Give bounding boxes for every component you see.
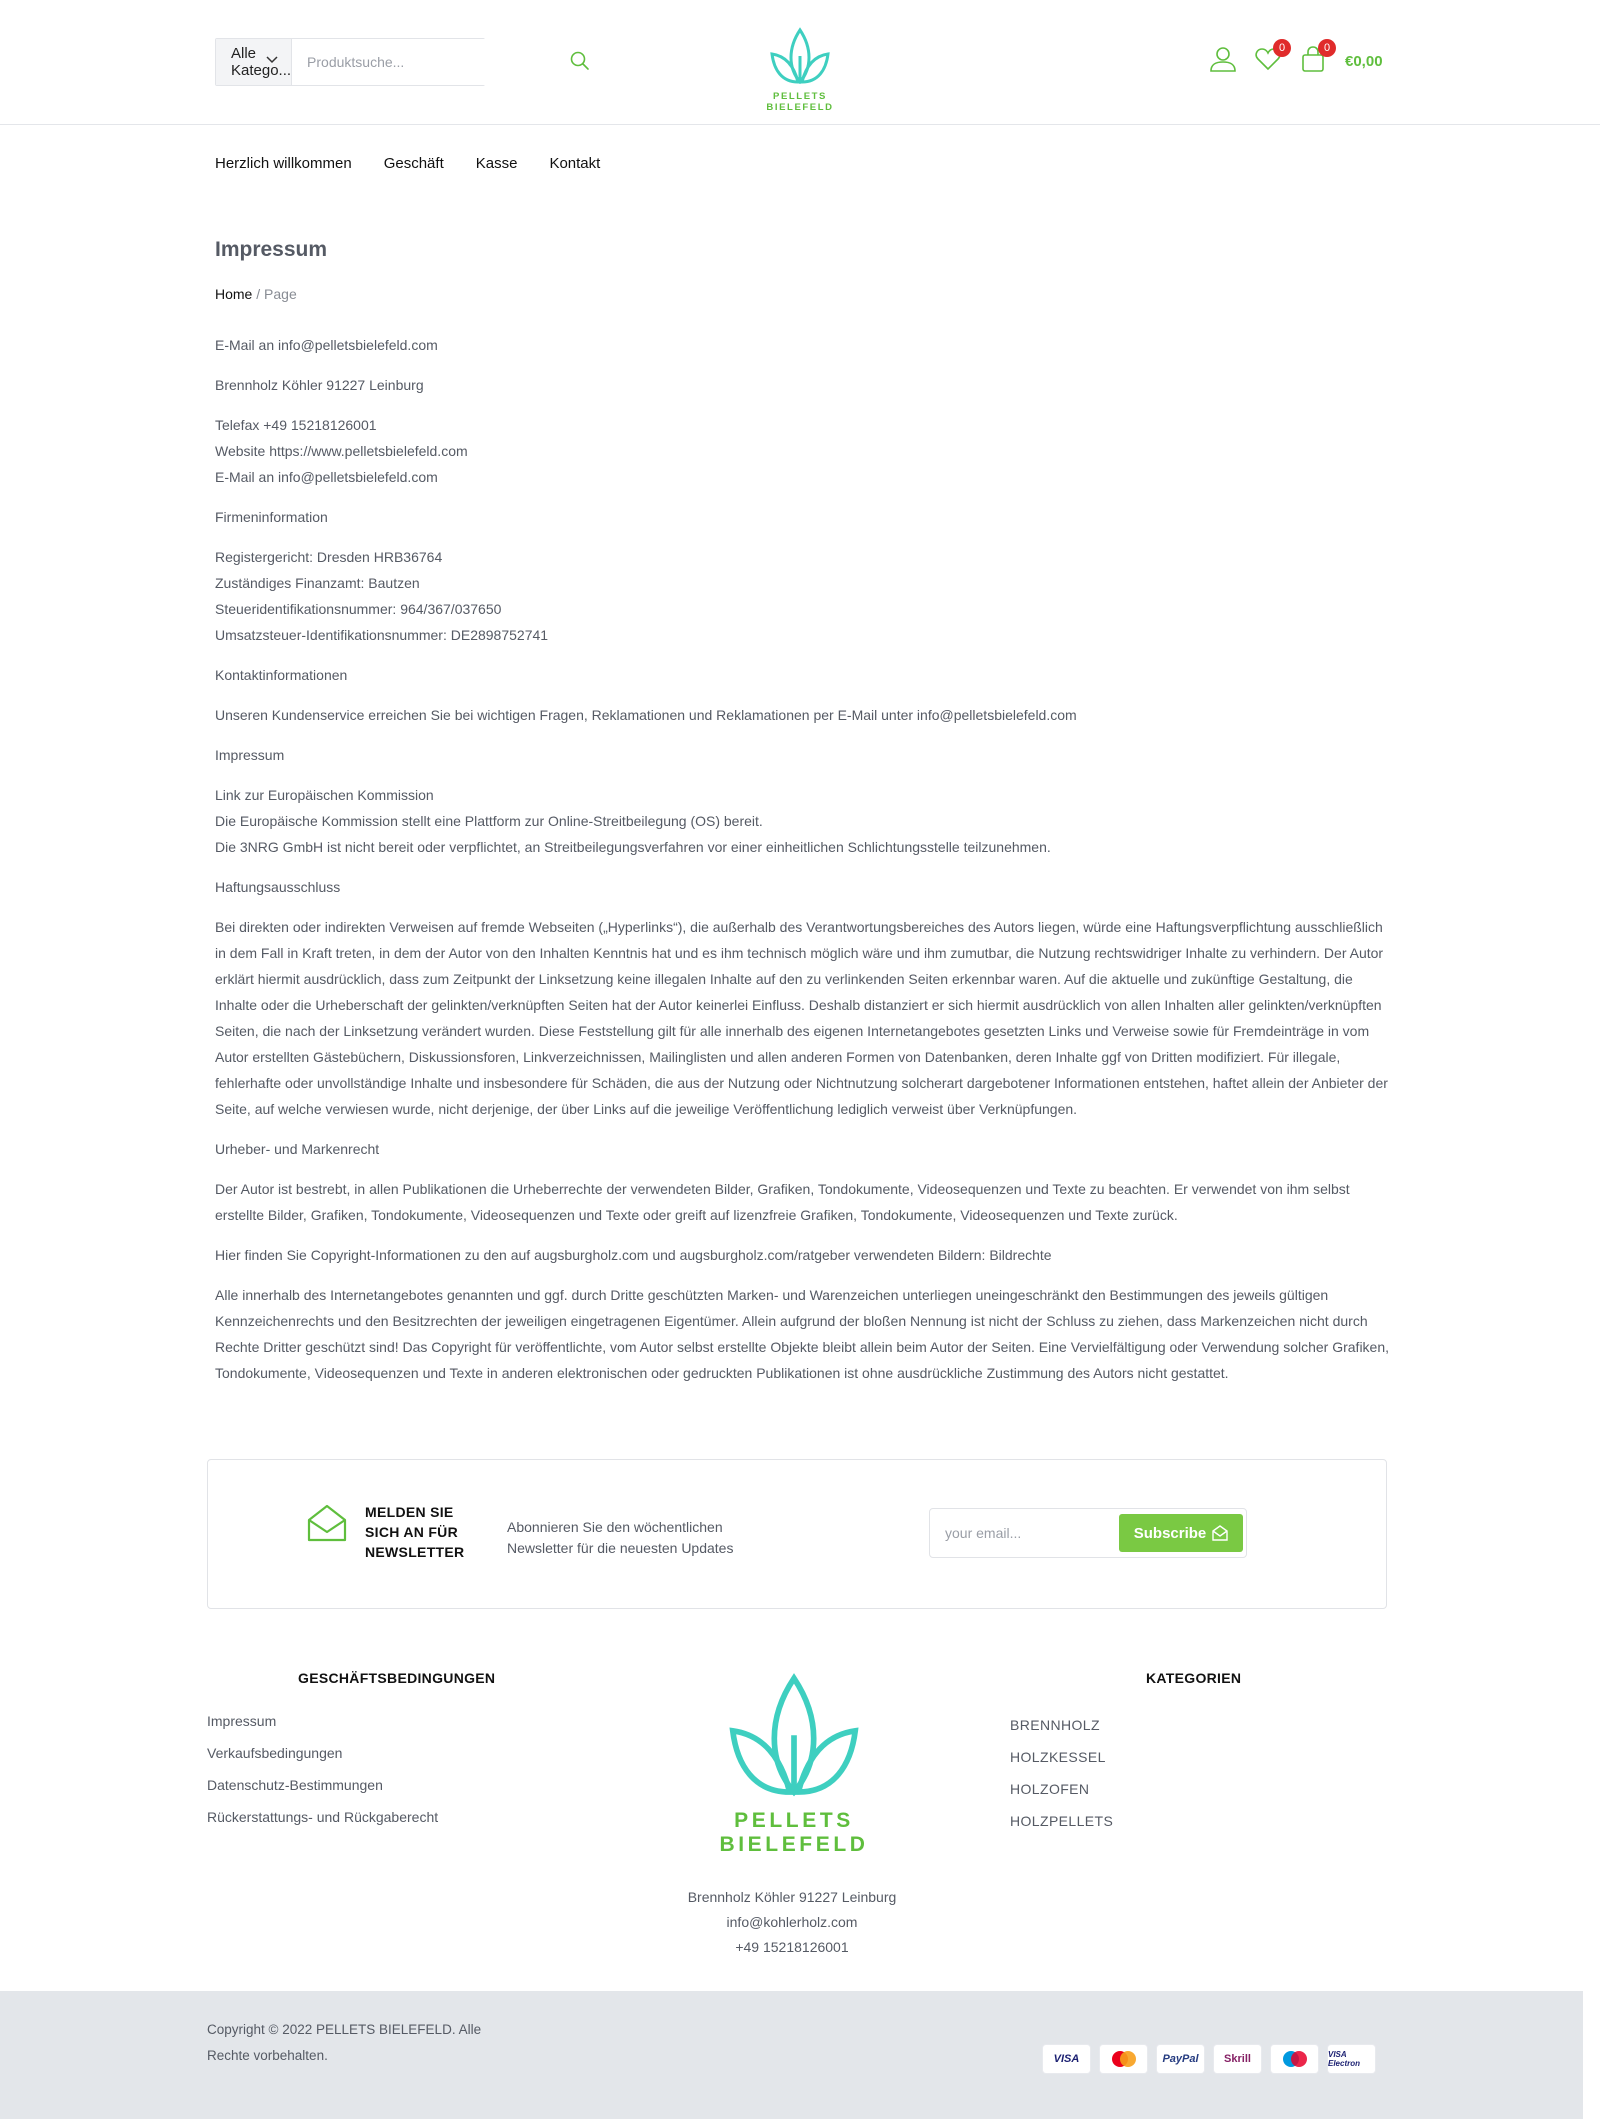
paypal-label: PayPal <box>1162 2053 1199 2065</box>
chevron-down-icon <box>265 53 279 67</box>
visa-icon <box>1043 2045 1090 2073</box>
envelope-open-icon <box>306 1502 348 1544</box>
content-paragraph: Hier finden Sie Copyright-Informationen zu den auf augsburgholz.com und augsburgholz.com/ratgeber verwendeten Bildern: Bildrechte <box>215 1247 1052 1263</box>
content-paragraph: Link zur Europäischen Kommission Die Europäische Kommission stellt eine Plattform zur Online-Streitbeilegung (OS) bereit. Die 3NRG GmbH ist nicht bereit oder verpflichtet, an Streitbeilegungsverfahren vor einer einheitlichen Schlichtungsstelle teilzunehmen. <box>215 787 1051 855</box>
content-paragraph: Der Autor ist bestrebt, in allen Publikationen die Urheberrechte der verwendeten Bilder, Grafiken, Tondokumente, Videosequenzen und Texte zu beachten. Er verwendet von ihm selbst erstellte Bilder, Grafiken, Tondokumente, Videosequenzen und Texte oder greift auf lizenzfreie Grafiken, Tondokumente, Videosequenzen und Texte zurück. <box>215 1181 1350 1223</box>
nav-item-checkout[interactable]: Kasse <box>475 155 518 172</box>
footer-link-sales-terms[interactable]: Verkaufsbedingungen <box>207 1745 343 1761</box>
footer-logo-text: PELLETS BIELEFELD <box>719 1809 869 1856</box>
category-select[interactable] <box>216 39 292 85</box>
breadcrumb-current: / Page <box>256 286 297 302</box>
footer-category-links <box>1010 1709 1113 1837</box>
search-input[interactable] <box>292 39 488 85</box>
payment-methods <box>1043 2045 1375 2073</box>
footer-category-holzpellets[interactable]: HOLZPELLETS <box>1010 1813 1114 1829</box>
subscribe-button[interactable] <box>1119 1514 1243 1552</box>
footer-link-refund[interactable]: Rückerstattungs- und Rückgaberecht <box>207 1809 439 1825</box>
footer-email[interactable]: info@kohlerholz.com <box>726 1914 858 1930</box>
content-paragraph: Unseren Kundenservice erreichen Sie bei wichtigen Fragen, Reklamationen und Reklamationen per E-Mail unter info@pelletsbielefeld.com <box>215 707 1077 723</box>
breadcrumb <box>215 286 297 302</box>
wishlist-count-badge: 0 <box>1273 39 1291 57</box>
skrill-icon <box>1214 2045 1261 2073</box>
content-paragraph: Kontaktinformationen <box>215 667 348 683</box>
content-paragraph: Haftungsausschluss <box>215 879 341 895</box>
mastercard-icon <box>1100 2045 1147 2073</box>
site-logo[interactable] <box>740 26 860 113</box>
search-icon[interactable] <box>568 49 592 73</box>
content-paragraph: Registergericht: Dresden HRB36764 Zuständiges Finanzamt: Bautzen Steueridentifikationsnummer: 964/367/037650 Umsatzsteuer-Identifikationsnummer: DE2898752741 <box>215 549 549 643</box>
copyright-text: Copyright © 2022 PELLETS BIELEFELD. Alle Rechte vorbehalten. <box>207 2022 482 2063</box>
leaf-logo-icon <box>768 26 832 84</box>
content-paragraph: Telefax +49 15218126001 Website https://www.pelletsbielefeld.com E-Mail an info@pelletsbielefeld.com <box>215 417 468 485</box>
cart-total[interactable]: €0,00 <box>1345 53 1383 70</box>
footer-link-impressum[interactable]: Impressum <box>207 1713 277 1729</box>
maestro-logo <box>1279 2049 1311 2069</box>
paypal-icon <box>1157 2045 1204 2073</box>
logo-text: PELLETS BIELEFELD <box>766 91 834 113</box>
content-paragraph: Alle innerhalb des Internetangebotes genannten und ggf. durch Dritte geschützten Marken- und Warenzeichen unterliegen uneingeschränkt den Bestimmungen des jeweils gültigen Kennzeichenrechts und den Besitzrechten der jeweiligen eingetragenen Eigentümer. Allein aufgrund der bloßen Nennung ist nicht der Schluss zu ziehen, dass Markenzeichen nicht durch Rechte Dritter geschützt sind! Das Copyright für veröffentlichte, vom Autor selbst erstellte Objekte bleibt allein beim Autor der Seiten. Eine Vervielfältigung oder Verwendung solcher Grafiken, Tondokumente, Videosequenzen und Texte in anderen elektronischen oder gedruckten Publikationen ist ohne ausdrückliche Zustimmung des Autors nicht gestattet. <box>215 1287 1390 1381</box>
site-header <box>0 0 1600 125</box>
newsletter-form <box>929 1508 1247 1558</box>
leaf-logo-icon <box>724 1668 864 1798</box>
content-paragraph: E-Mail an info@pelletsbielefeld.com <box>215 337 438 353</box>
impressum-content <box>215 332 1395 1400</box>
newsletter-box <box>207 1459 1387 1609</box>
product-search-box <box>215 38 485 86</box>
content-paragraph: Brennholz Köhler 91227 Leinburg <box>215 377 424 393</box>
footer-categories-title: KATEGORIEN <box>1146 1670 1242 1686</box>
nav-item-contact[interactable]: Kontakt <box>549 155 601 172</box>
visa-electron-label: VISA Electron <box>1328 2050 1361 2068</box>
footer-category-holzkessel[interactable]: HOLZKESSEL <box>1010 1749 1106 1765</box>
mastercard-logo <box>1108 2049 1140 2069</box>
newsletter-description: Abonnieren Sie den wöchentlichen Newsletter für die neuesten Updates <box>507 1519 734 1556</box>
content-paragraph: Impressum <box>215 747 285 763</box>
footer-address: Brennholz Köhler 91227 Leinburg <box>687 1889 897 1905</box>
footer-contact <box>592 1885 992 1960</box>
visa-electron-icon <box>1328 2045 1375 2073</box>
main-navigation <box>215 155 600 172</box>
footer-terms-title: GESCHÄFTSBEDINGUNGEN <box>298 1670 496 1686</box>
newsletter-title: MELDEN SIE SICH AN FÜR NEWSLETTER <box>365 1504 465 1560</box>
footer-logo[interactable] <box>664 1668 924 1857</box>
skrill-label: Skrill <box>1224 2053 1251 2065</box>
breadcrumb-home-link[interactable]: Home <box>215 286 253 302</box>
subscribe-button-label: Subscribe <box>1133 1524 1207 1542</box>
nav-item-shop[interactable]: Geschäft <box>383 155 444 172</box>
content-paragraph: Bei direkten oder indirekten Verweisen auf fremde Webseiten („Hyperlinks“), die außerhalb des Verantwortungsbereiches des Autors liegen, würde eine Haftungsverpflichtung ausschließlich in dem Fall in Kraft treten, in dem der Autor von den Inhalten Kenntnis hat und es ihm technisch möglich wäre und ihm zumutbar, die Nutzung rechtswidriger Inhalte zu verhindern. Der Autor erklärt hiermit ausdrücklich, dass zum Zeitpunkt der Linksetzung keine illegalen Inhalte auf den zu verlinkenden Seiten erkennbar waren. Auf die aktuelle und zukünftige Gestaltung, die Inhalte oder die Urheberschaft der gelinkten/verknüpften Seiten hat der Autor keinerlei Einfluss. Deshalb distanziert er sich hiermit ausdrücklich von allen Inhalten aller gelinkten/verknüpften Seiten, die nach der Linksetzung verändert wurden. Diese Feststellung gilt für alle innerhalb des eigenen Internetangebotes gesetzten Links und Verweise sowie für Fremdeinträge in vom Autor erstellten Gästebüchern, Diskussionsforen, Linkverzeichnissen, Mailinglisten und allen anderen Formen von Datenbanken, deren Inhalte ggf von Dritten modifiziert. Für illegale, fehlerhafte oder unvollständige Inhalte und insbesondere für Schäden, die aus der Nutzung oder Nichtnutzung solcherart dargebotener Informationen entstehen, haftet allein der Anbieter der Seite, auf welche verwiesen wurde, nicht derjenige, der über Links auf die jeweilige Veröffentlichung lediglich verweist über Verknüpfungen. <box>215 919 1388 1117</box>
cart-count-badge: 0 <box>1318 39 1336 57</box>
nav-item-welcome[interactable]: Herzlich willkommen <box>215 155 352 172</box>
footer-bottom-bar <box>0 1991 1583 2119</box>
footer-category-brennholz[interactable]: BRENNHOLZ <box>1010 1717 1100 1733</box>
footer-category-holzofen[interactable]: HOLZOFEN <box>1010 1781 1090 1797</box>
category-select-value: Alle Katego... <box>231 45 292 79</box>
newsletter-email-input[interactable] <box>931 1510 1111 1556</box>
content-paragraph: Urheber- und Markenrecht <box>215 1141 380 1157</box>
footer-phone[interactable]: +49 15218126001 <box>735 1939 849 1955</box>
content-paragraph: Firmeninformation <box>215 509 328 525</box>
page-title: Impressum <box>215 238 328 261</box>
footer-terms-links <box>207 1705 438 1833</box>
footer-link-privacy[interactable]: Datenschutz-Bestimmungen <box>207 1777 383 1793</box>
envelope-icon <box>1212 1525 1228 1541</box>
maestro-icon <box>1271 2045 1318 2073</box>
user-account-icon[interactable] <box>1208 44 1238 74</box>
visa-label: VISA <box>1053 2053 1080 2065</box>
